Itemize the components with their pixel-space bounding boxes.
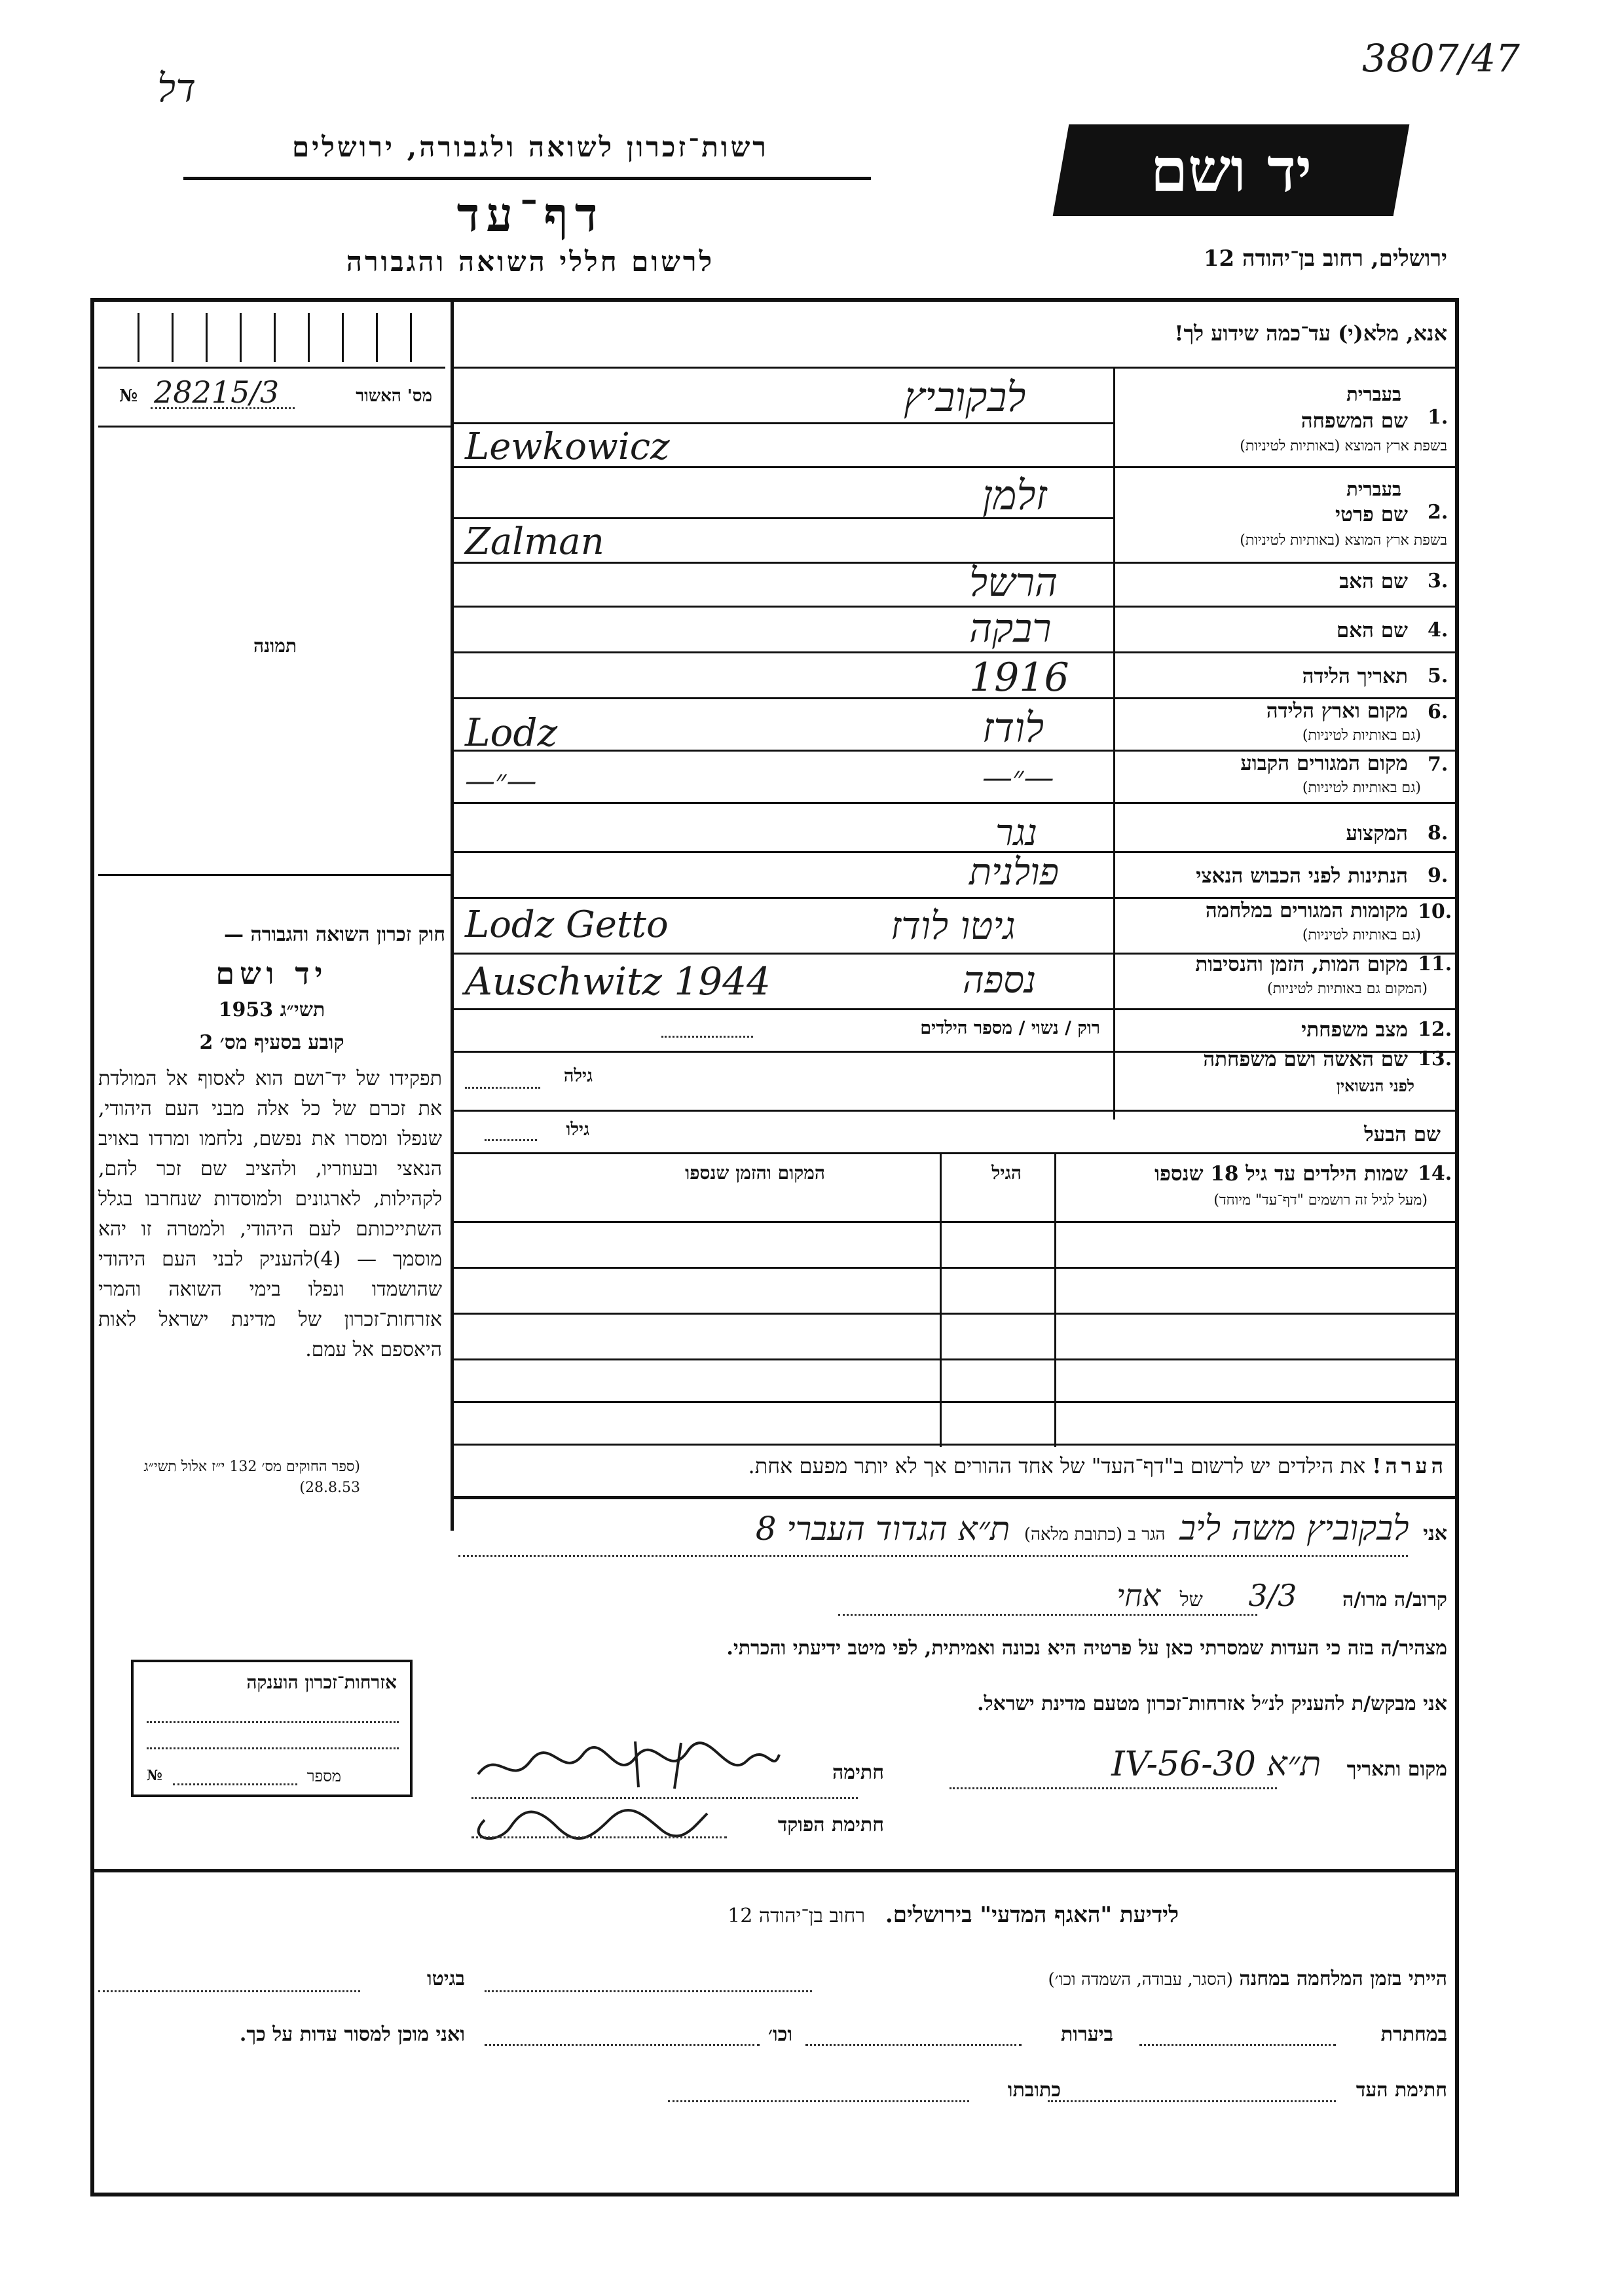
declarant-line1 xyxy=(458,1509,1447,1548)
law-body: תפקידו של יד־ושם הוא לאסוף אל המולדת את זכרם של כל אלה מבני העם היהודי, שנפלו ומסרו את נפשם, נלחמו ומרדו באויב הנאצי ובעוזריו, ולהציב שם זכר להם, לקהילות, לארגונים ולמוסדות שנחרבו בגלל השתייכותם לעם היהודי, ולמטרה זו יהא מוסמך — (4)להעניק לבני העם היהודי שהושמדו ונפלו בימי השואה והמרי אזרחות־זכרון של מדינת ישראל לאות היאספם אל עמם. xyxy=(98,1067,442,1361)
place-date-dots xyxy=(950,1787,1277,1789)
field2-label: שם פרטי xyxy=(1335,503,1408,526)
citizenship-title: אזרחות־זכרון הוענקה xyxy=(246,1671,397,1693)
law-title: חוק זכרון השואה והגבורה — xyxy=(224,923,445,946)
top-left-mark: דל xyxy=(157,65,196,111)
field11-value-lat: Auschwitz 1944 xyxy=(465,959,771,1004)
declarant-prefix: אני xyxy=(1423,1522,1447,1545)
request-text: אני מבקש/ת להעניק לנ״ל אזרחות־זכרון מטעם מדינת ישראל. xyxy=(977,1692,1447,1715)
field14-row-4 xyxy=(452,1358,1457,1360)
field11-label: מקום המות, הזמן והנסיבות xyxy=(1195,953,1408,976)
field14-note: (מעל לגיל זה רושמים "דף־עד" מיוחד) xyxy=(1213,1192,1428,1209)
field10-value-lat: Lodz Getto xyxy=(465,903,669,946)
officer-label: חתימת הפוקד xyxy=(777,1813,884,1836)
institution-underline xyxy=(183,177,871,180)
field3-num: 3. xyxy=(1428,570,1449,592)
field1-num: 1. xyxy=(1428,406,1449,429)
field13-note: לפני הנשואין xyxy=(1336,1076,1414,1095)
code-boxes xyxy=(98,308,445,369)
field4-value: רבקה xyxy=(969,606,1052,651)
left-column-divider xyxy=(451,300,454,1531)
field11-num: 11. xyxy=(1418,953,1452,975)
husband-age-label: גילו xyxy=(566,1120,589,1140)
footer-etc-label: וכו׳ xyxy=(768,2023,792,2046)
field14-bottom xyxy=(452,1444,1457,1446)
approval-rule xyxy=(98,426,452,428)
field10-note: (גם באותיות לטיניות) xyxy=(1302,927,1421,943)
declarant-address: ת״א הגדוד העברי 8 xyxy=(755,1510,1010,1548)
declarant-line1-dots xyxy=(458,1555,1408,1557)
field14-label: שמות הילדים עד גיל 18 שנספו xyxy=(1154,1162,1408,1186)
field6-value-he: לודז xyxy=(982,704,1044,752)
approval-dots xyxy=(151,407,295,409)
declaration-text: מצהיר/ה בזה כי העדות שמסרתי כאן על פרטיה היא נכונה ואמיתית, לפי מיטב ידיעתי והכרתי. xyxy=(726,1637,1447,1660)
field2-value-he: זלמן xyxy=(982,471,1047,519)
field8-num: 8. xyxy=(1428,822,1449,845)
field2-value-lat: Zalman xyxy=(465,520,604,563)
row-line-11 xyxy=(452,1008,1457,1010)
law-source: (ספר החוקים מס׳ 132 י״ז אלול תשי״ג 28.8.53) xyxy=(143,1459,360,1496)
field1-value-lat: Lewkowicz xyxy=(465,426,670,468)
citizenship-box xyxy=(131,1660,413,1797)
remark-rule xyxy=(452,1496,1457,1499)
row-line-4 xyxy=(452,651,1457,653)
declarant-relation xyxy=(458,1578,1447,1613)
field10-num: 10. xyxy=(1418,900,1452,923)
citizenship-dots-2 xyxy=(147,1747,399,1749)
husband-age-dots xyxy=(485,1139,537,1141)
approval-no-sign: № xyxy=(119,386,138,406)
footer-witness-sign-label: חתימת העד xyxy=(1356,2079,1447,2102)
approval-label: מס' האשור xyxy=(356,386,432,406)
field10-label: מקומות המגורים במלחמה xyxy=(1205,899,1408,922)
field3-label: שם האב xyxy=(1339,570,1408,593)
form-title: דף־עד xyxy=(456,187,604,242)
field6-num: 6. xyxy=(1428,701,1449,723)
logo-text: יד ושם xyxy=(1150,135,1312,206)
wife-age-label: גילה xyxy=(563,1066,593,1086)
field4-label: שם האם xyxy=(1336,619,1408,642)
field11-note: (המקום גם באותיות לטיניות) xyxy=(1267,981,1428,997)
field3-value: הרשל xyxy=(969,560,1058,606)
header-address: ירושלים, רחוב בן־יהודה 12 xyxy=(1203,246,1447,272)
relation-value: 3/3 xyxy=(1248,1578,1297,1613)
law-clause: קובע בסעיף מס׳ 2 xyxy=(199,1031,344,1054)
footer-line1 xyxy=(393,1967,1447,1990)
field1-value-he: לבקוביץ xyxy=(904,373,1026,421)
officer-signature xyxy=(458,1794,720,1846)
field12-children-dots xyxy=(661,1036,753,1038)
field5-value: 1916 xyxy=(969,655,1069,701)
institution-title: רשות־זכרון לשואה ולגבורה, ירושלים xyxy=(292,131,769,163)
field10-value-he: גיטו לודז xyxy=(891,903,1016,948)
footer-title: לידיעת "האגף המדעי" בירושלים. xyxy=(885,1902,1179,1928)
footer-forests-dots xyxy=(805,2044,1022,2046)
field2-num: 2. xyxy=(1428,501,1449,524)
footer-camp-paren: (הסגר, עבודה, השמדה וכו׳) xyxy=(1048,1970,1233,1990)
place-date-value: ת״א 30-IV-56 xyxy=(1111,1745,1321,1784)
field9-value: פולנית xyxy=(969,851,1059,894)
relation-who: אחי xyxy=(1116,1578,1161,1613)
field11-value-he: נספה xyxy=(963,959,1037,1002)
relation-label: קרוב/ה מרו/ה xyxy=(1342,1588,1447,1611)
footer-ghetto-dots xyxy=(98,1990,360,1992)
field14-num: 14. xyxy=(1418,1162,1452,1185)
field14-row-5 xyxy=(452,1401,1457,1403)
field13-num: 13. xyxy=(1418,1048,1452,1070)
row-line-13 xyxy=(452,1110,1457,1112)
field2-note: בשפת ארץ המוצא (באותיות לטיניות) xyxy=(1240,532,1447,549)
relation-dots xyxy=(838,1614,1257,1616)
wife-age-dots xyxy=(465,1087,540,1089)
relation-of: של xyxy=(1179,1588,1203,1611)
footer-underground-label: במחתרת xyxy=(1380,2023,1447,2046)
field12-num: 12. xyxy=(1418,1018,1452,1041)
row-line-7 xyxy=(452,802,1457,804)
field7-value-lat: —״— xyxy=(465,763,537,798)
form-subtitle: לרשום חללי השואה והגבורה xyxy=(346,246,715,278)
declarant-signature xyxy=(471,1735,786,1794)
field8-label: המקצוע xyxy=(1346,822,1408,845)
field14-row-2 xyxy=(452,1267,1457,1269)
yad-vashem-logo xyxy=(1053,124,1410,216)
citizenship-number-label: מספר xyxy=(306,1767,341,1785)
husband-label: שם הבעל xyxy=(1364,1123,1441,1146)
field1-note: בשפת ארץ המוצא (באותיות לטיניות) xyxy=(1240,438,1447,454)
place-date-label: מקום ותאריך xyxy=(1346,1758,1447,1781)
field7-num: 7. xyxy=(1428,753,1449,776)
footer-camp-dots xyxy=(485,1990,812,1992)
citizenship-no: № xyxy=(147,1767,162,1784)
footer-camp-label: הייתי בזמן המלחמה במחנה xyxy=(1239,1967,1447,1990)
row-line-husband xyxy=(452,1152,1457,1154)
field6-value-lat: Lodz xyxy=(465,710,558,755)
field9-num: 9. xyxy=(1428,864,1449,887)
law-year: תשי״ג 1953 xyxy=(218,998,325,1021)
footer-etc-dots xyxy=(485,2044,760,2046)
intro-text: אנא, מלא(י) עד־כמה שידוע לך! xyxy=(1174,321,1447,346)
footer-forests-label: ביערות xyxy=(1060,2023,1113,2046)
field9-label: הנתינות לפני הכבוש הנאצי xyxy=(1196,864,1408,888)
field14-place-col: המקום והזמן שנספו xyxy=(685,1162,825,1184)
field7-value-he: —״— xyxy=(982,759,1054,795)
citizenship-number-dots xyxy=(173,1783,297,1785)
footer-witness-sign-dots xyxy=(1048,2100,1336,2102)
field12-options: רוק / נשוי / מספר הילדים xyxy=(920,1018,1100,1038)
field1-label: שם המשפחה xyxy=(1301,409,1408,433)
remark xyxy=(458,1453,1447,1478)
top-right-mark: 3807/47 xyxy=(1362,36,1520,81)
field13-label: שם האשה ושם משפחתה xyxy=(1203,1048,1408,1071)
footer-rule xyxy=(92,1869,1457,1872)
field2-hebrew-tag: בעברית xyxy=(1346,478,1401,500)
field12-label: מצב משפחתי xyxy=(1301,1018,1408,1042)
footer-witness-address-label: כתובתו xyxy=(1007,2079,1061,2102)
field7-note: (גם באותיות לטיניות) xyxy=(1302,780,1421,796)
approval-number xyxy=(105,374,445,412)
row-line-1a xyxy=(452,422,1113,424)
footer-title-row xyxy=(262,1902,1179,1928)
field7-label: מקום המגורים הקבוע xyxy=(1240,752,1408,775)
remark-label: הערה! xyxy=(1372,1453,1447,1478)
field4-num: 4. xyxy=(1428,619,1449,642)
signature-label: חתימה xyxy=(832,1761,884,1784)
citizenship-dots-1 xyxy=(147,1721,399,1723)
declarant-name: לבקוביץ משה ליב xyxy=(1179,1509,1409,1548)
field6-note: (גם באותיות לטיניות) xyxy=(1302,727,1421,744)
field14-age-col: הגיל xyxy=(991,1162,1022,1184)
photo-label: תמונה xyxy=(253,635,297,657)
approval-value: 28215/3 xyxy=(154,374,280,410)
field14-row-3 xyxy=(452,1313,1457,1315)
field8-value: נגר xyxy=(995,812,1038,854)
label-column-divider xyxy=(1113,367,1115,1120)
field6-label: מקום וארץ הלידה xyxy=(1266,699,1408,723)
footer-witness-address-dots xyxy=(668,2100,969,2102)
field5-num: 5. xyxy=(1428,665,1449,687)
intro-rule xyxy=(452,367,1457,369)
footer-testimony-label: ואני מוכן למסור עדות על כך. xyxy=(239,2023,465,2046)
row-line-3 xyxy=(452,606,1457,608)
footer-underground-dots xyxy=(1139,2044,1336,2046)
field1-hebrew-tag: בעברית xyxy=(1346,383,1401,405)
remark-text: את הילדים יש לרשום ב"דף־העד" של אחד ההורים אך לא יותר מפעם אחת. xyxy=(748,1453,1366,1478)
photo-bottom-rule xyxy=(98,874,452,876)
footer-address: רחוב בן־יהודה 12 xyxy=(728,1904,866,1927)
law-logo: יד ושם xyxy=(215,956,328,991)
row-line-8 xyxy=(452,851,1457,853)
declarant-address-label: הגר ב (כתובת מלאה) xyxy=(1024,1525,1166,1544)
footer-ghetto-label: בגיטו xyxy=(426,1967,465,1990)
officer-dots xyxy=(471,1836,727,1838)
field14-row-1 xyxy=(452,1221,1457,1223)
field5-label: תאריך הלידה xyxy=(1302,665,1408,688)
